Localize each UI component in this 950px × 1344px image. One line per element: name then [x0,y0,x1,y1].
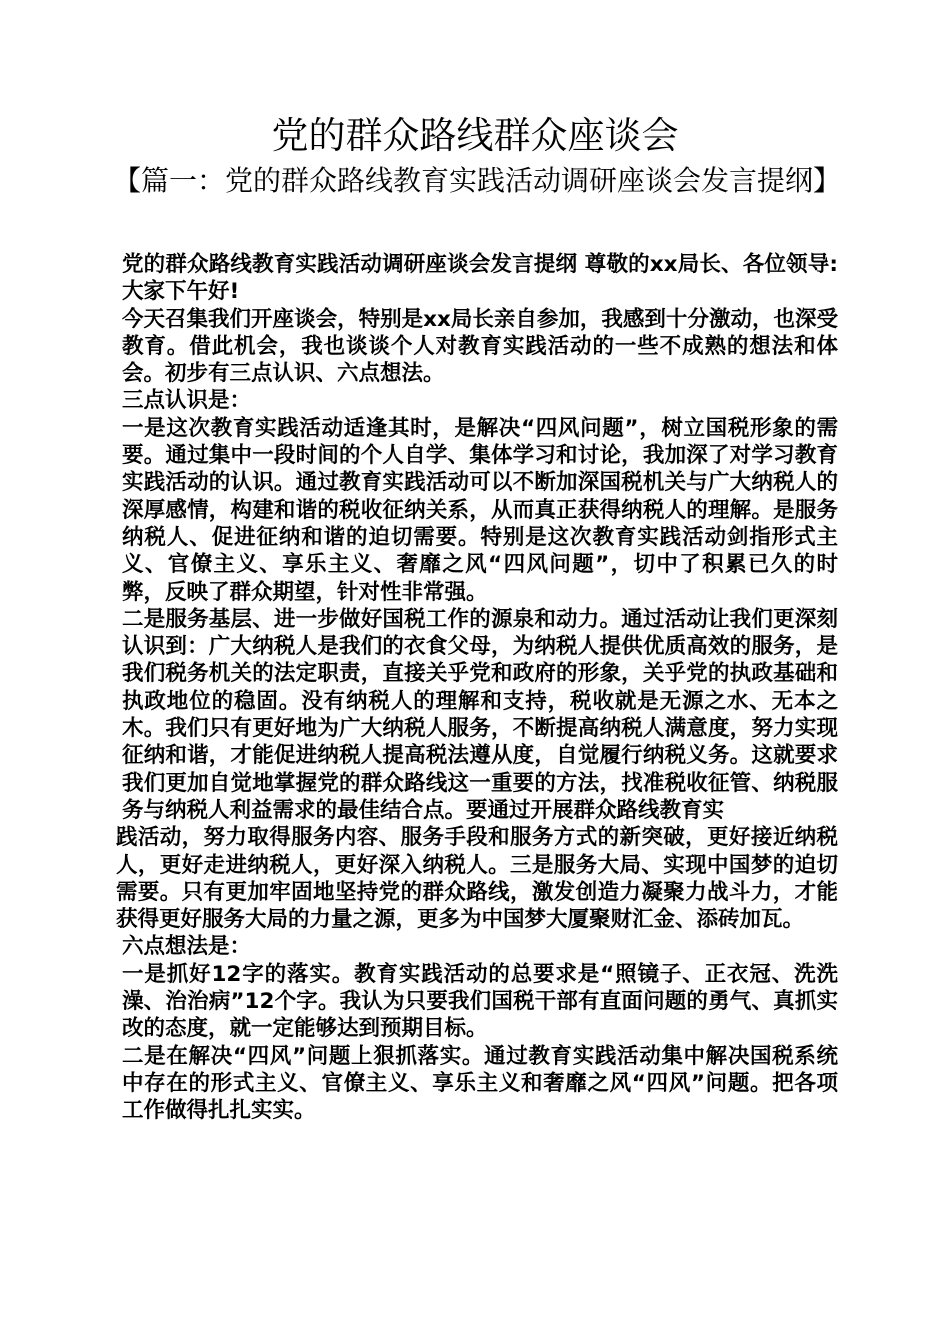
heading-six-ideas: 六点想法是： [122,934,252,960]
paragraph-idea-one: 一是抓好12字的落实。教育实践活动的总要求是“照镜子、正衣冠、洗洗澡、治治病”12个字。我认为只要我们国税干部有直面问题的勇气、真抓实改的态度，就一定能够达到预期目标。 [122,961,838,1042]
paragraph-greeting: 党的群众路线教育实践活动调研座谈会发言提纲 尊敬的xx局长、各位领导:大家下午好! [122,252,838,305]
paragraph-idea-two: 二是在解决“四风”问题上狠抓落实。通过教育实践活动集中解决国税系统中存在的形式主义、官僚主义、享乐主义和奢靡之风“四风”问题。把各项工作做得扎扎实实。 [122,1043,838,1124]
document-title: 党的群众路线群众座谈会 [271,114,679,157]
document-body [116,251,838,1125]
paragraph-point-two-continued: 践活动，努力取得服务内容、服务手段和服务方式的新突破，更好接近纳税人，更好走进纳税人，更好深入纳税人。三是服务大局、实现中国梦的迫切需要。只有更加牢固地坚持党的群众路线，激发创造力凝聚力战斗力，才能获得更好服务大局的力量之源，更多为中国梦大厦聚财汇金、添砖加瓦。 [116,825,838,933]
paragraph-intro: 今天召集我们开座谈会，特别是xx局长亲自参加，我感到十分激动，也深受教育。借此机会，我也谈谈个人对教育实践活动的一些不成熟的想法和体会。初步有三点认识、六点想法。 [122,306,838,387]
document-subtitle: 【篇一：党的群众路线教育实践活动调研座谈会发言提纲】 [113,164,842,197]
heading-three-points: 三点认识是： [122,388,252,414]
paragraph-point-two: 二是服务基层、进一步做好国税工作的源泉和动力。通过活动让我们更深刻认识到：广大纳税人是我们的衣食父母，为纳税人提供优质高效的服务，是我们税务机关的法定职责，直接关乎党和政府的形象，关乎党的执政基础和执政地位的稳固。没有纳税人的理解和支持，税收就是无源之水、无本之木。我们只有更好地为广大纳税人服务，不断提高纳税人满意度，努力实现征纳和谐，才能促进纳税人提高税法遵从度，自觉履行纳税义务。这就要求我们更加自觉地掌握党的群众路线这一重要的方法，找准税收征管、纳税服务与纳税人利益需求的最佳结合点。要通过开展群众路线教育实 [122,606,838,823]
paragraph-point-one: 一是这次教育实践活动适逢其时，是解决“四风问题”，树立国税形象的需要。通过集中一段时间的个人自学、集体学习和讨论，我加深了对学习教育实践活动的认识。通过教育实践活动可以不断加深国税机关与广大纳税人的深厚感情，构建和谐的税收征纳关系，从而真正获得纳税人的理解。是服务纳税人、促进征纳和谐的迫切需要。特别是这次教育实践活动剑指形式主义、官僚主义、享乐主义、奢靡之风“四风问题”，切中了积累已久的时弊，反映了群众期望，针对性非常强。 [122,415,838,605]
